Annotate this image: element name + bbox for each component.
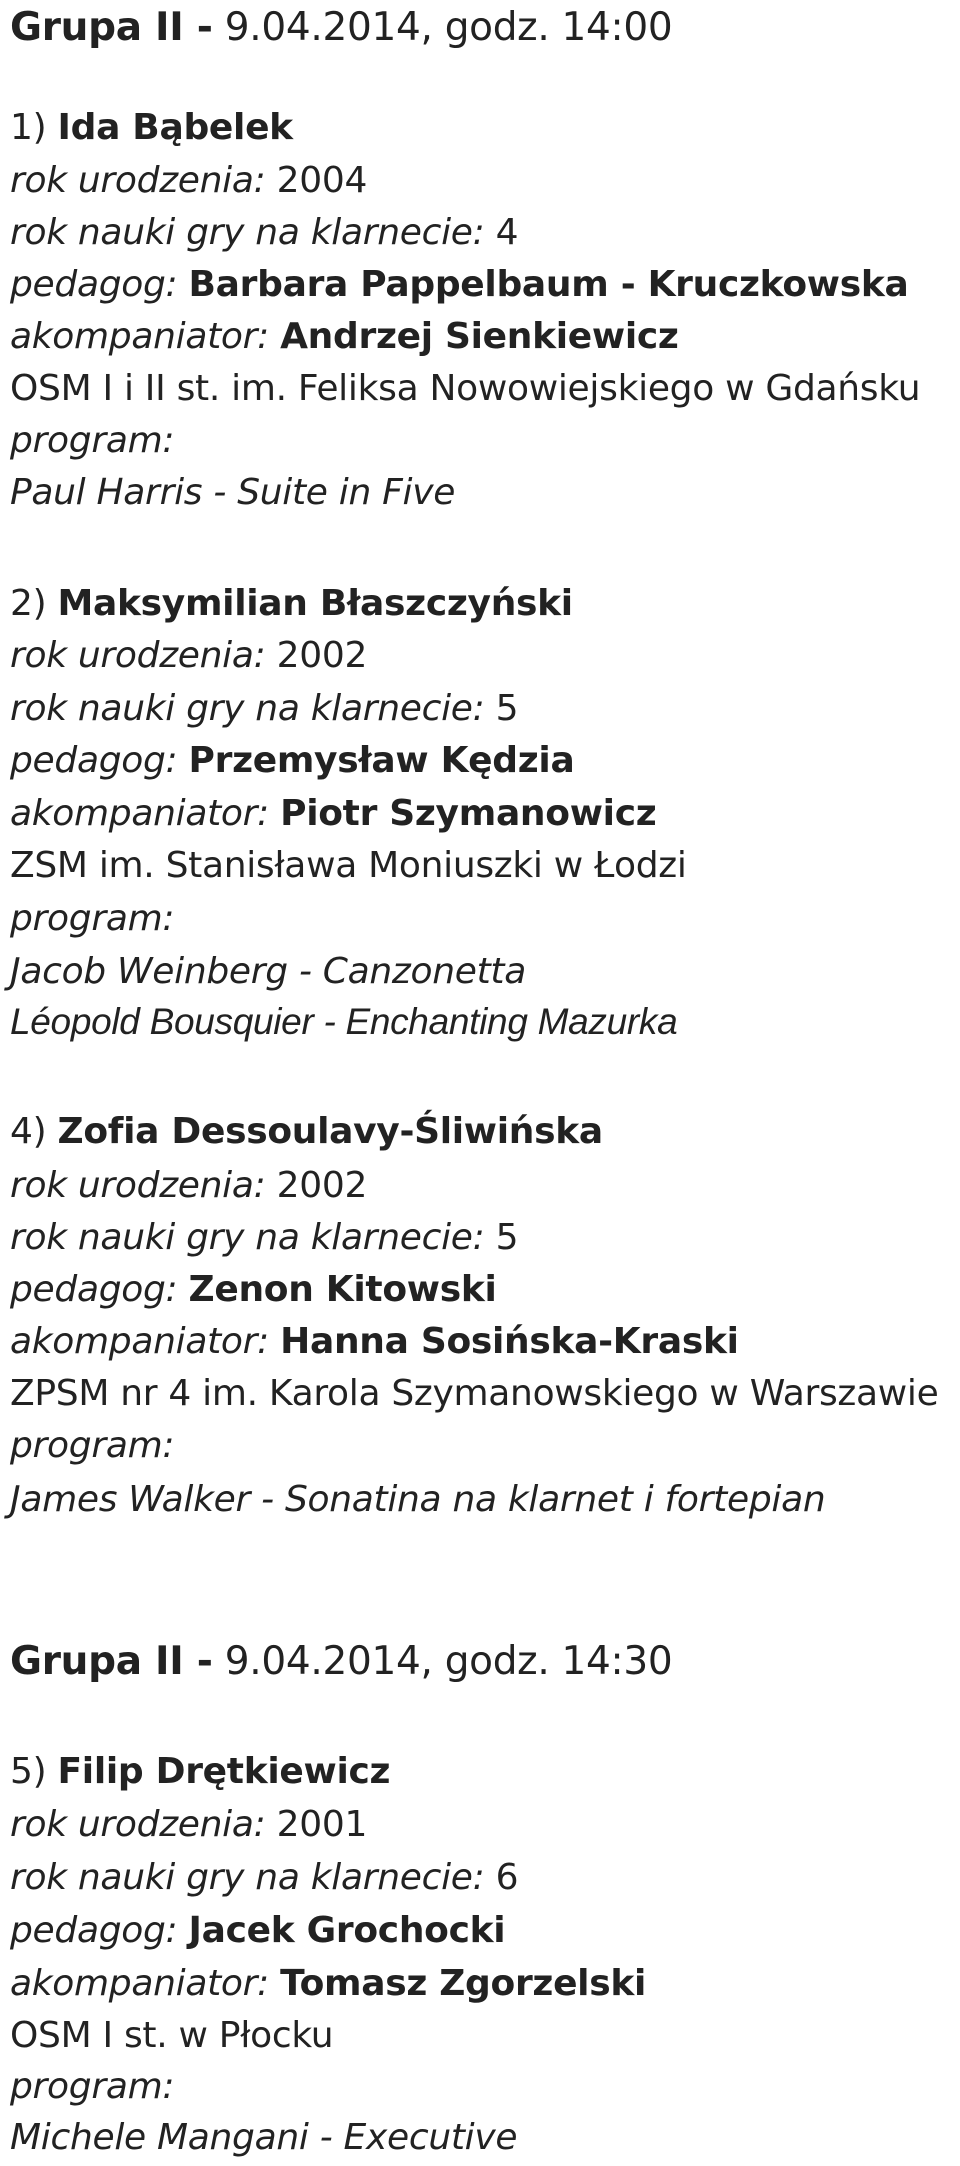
study-years-value: 5 bbox=[495, 1217, 519, 1258]
birth-year-label: rok urodzenia: bbox=[10, 635, 266, 676]
study-years-value: 6 bbox=[495, 1857, 519, 1898]
study-years-value: 5 bbox=[495, 688, 519, 729]
accompanist-name: Piotr Szymanowicz bbox=[280, 793, 657, 834]
accompanist-label: akompaniator: bbox=[10, 1963, 269, 2004]
group-name: Grupa II - bbox=[10, 5, 213, 50]
program-label: program: bbox=[10, 1425, 175, 1466]
school-name: OSM I i II st. im. Feliksa Nowowiejskiego w Gdańsku bbox=[10, 368, 921, 409]
study-years-row bbox=[10, 683, 518, 735]
study-years-label: rok nauki gry na klarnecie: bbox=[10, 1857, 485, 1898]
group-heading bbox=[10, 1636, 672, 1688]
birth-year-value: 2004 bbox=[276, 160, 368, 201]
study-years-row bbox=[10, 207, 518, 259]
accompanist-label: akompaniator: bbox=[10, 1321, 269, 1362]
accompanist-name: Tomasz Zgorzelski bbox=[280, 1963, 647, 2004]
group-date: 9.04.2014, godz. 14:00 bbox=[224, 5, 673, 50]
accompanist-label: akompaniator: bbox=[10, 316, 269, 357]
accompanist-row bbox=[10, 788, 656, 840]
birth-year-value: 2001 bbox=[276, 1804, 368, 1845]
school-name: OSM I st. w Płocku bbox=[10, 2015, 334, 2056]
birth-year-label: rok urodzenia: bbox=[10, 1804, 266, 1845]
birth-year-row bbox=[10, 155, 367, 207]
participant-header bbox=[10, 578, 573, 630]
accompanist-row bbox=[10, 1316, 739, 1368]
participant-name: Filip Drętkiewicz bbox=[57, 1751, 391, 1792]
teacher-label: pedagog: bbox=[10, 264, 178, 305]
birth-year-label: rok urodzenia: bbox=[10, 160, 266, 201]
teacher-row bbox=[10, 259, 908, 311]
participant-number: 1) bbox=[10, 107, 47, 148]
program-piece: Léopold Bousquier - Enchanting Mazurka bbox=[10, 1001, 678, 1042]
teacher-name: Zenon Kitowski bbox=[188, 1269, 497, 1310]
teacher-name: Przemysław Kędzia bbox=[188, 740, 575, 781]
program-piece: Jacob Weinberg - Canzonetta bbox=[10, 951, 526, 992]
group-heading bbox=[10, 2, 672, 54]
teacher-name: Barbara Pappelbaum - Kruczkowska bbox=[188, 264, 909, 305]
birth-year-row bbox=[10, 1799, 367, 1851]
participant-header bbox=[10, 102, 293, 154]
teacher-row bbox=[10, 1905, 505, 1957]
participant-number: 5) bbox=[10, 1751, 47, 1792]
participant-header bbox=[10, 1106, 603, 1158]
program-label: program: bbox=[10, 2066, 175, 2107]
participant-name: Zofia Dessoulavy-Śliwińska bbox=[57, 1111, 603, 1152]
birth-year-row bbox=[10, 1160, 367, 1212]
participant-number: 2) bbox=[10, 583, 47, 624]
group-name: Grupa II - bbox=[10, 1639, 213, 1684]
accompanist-row bbox=[10, 311, 679, 363]
birth-year-label: rok urodzenia: bbox=[10, 1165, 266, 1206]
teacher-label: pedagog: bbox=[10, 1910, 178, 1951]
school-name: ZSM im. Stanisława Moniuszki w Łodzi bbox=[10, 845, 687, 886]
program-piece: Paul Harris - Suite in Five bbox=[10, 472, 456, 513]
teacher-name: Jacek Grochocki bbox=[188, 1910, 506, 1951]
program-label: program: bbox=[10, 898, 175, 939]
school-name: ZPSM nr 4 im. Karola Szymanowskiego w Warszawie bbox=[10, 1373, 939, 1414]
teacher-label: pedagog: bbox=[10, 1269, 178, 1310]
participant-header bbox=[10, 1746, 390, 1798]
birth-year-row bbox=[10, 630, 367, 682]
teacher-row bbox=[10, 735, 574, 787]
teacher-row bbox=[10, 1264, 497, 1316]
participant-number: 4) bbox=[10, 1111, 47, 1152]
study-years-label: rok nauki gry na klarnecie: bbox=[10, 212, 485, 253]
study-years-value: 4 bbox=[495, 212, 519, 253]
participant-name: Maksymilian Błaszczyński bbox=[57, 583, 573, 624]
group-date: 9.04.2014, godz. 14:30 bbox=[224, 1639, 673, 1684]
birth-year-value: 2002 bbox=[276, 635, 368, 676]
study-years-row bbox=[10, 1212, 518, 1264]
study-years-row bbox=[10, 1852, 518, 1904]
accompanist-label: akompaniator: bbox=[10, 793, 269, 834]
accompanist-name: Hanna Sosińska-Kraski bbox=[280, 1321, 739, 1362]
participant-name: Ida Bąbelek bbox=[57, 107, 293, 148]
birth-year-value: 2002 bbox=[276, 1165, 368, 1206]
teacher-label: pedagog: bbox=[10, 740, 178, 781]
accompanist-row bbox=[10, 1958, 646, 2010]
accompanist-name: Andrzej Sienkiewicz bbox=[280, 316, 679, 357]
study-years-label: rok nauki gry na klarnecie: bbox=[10, 688, 485, 729]
program-label: program: bbox=[10, 420, 175, 461]
program-piece: Michele Mangani - Executive bbox=[10, 2117, 518, 2158]
program-piece: James Walker - Sonatina na klarnet i fortepian bbox=[10, 1479, 826, 1520]
study-years-label: rok nauki gry na klarnecie: bbox=[10, 1217, 485, 1258]
